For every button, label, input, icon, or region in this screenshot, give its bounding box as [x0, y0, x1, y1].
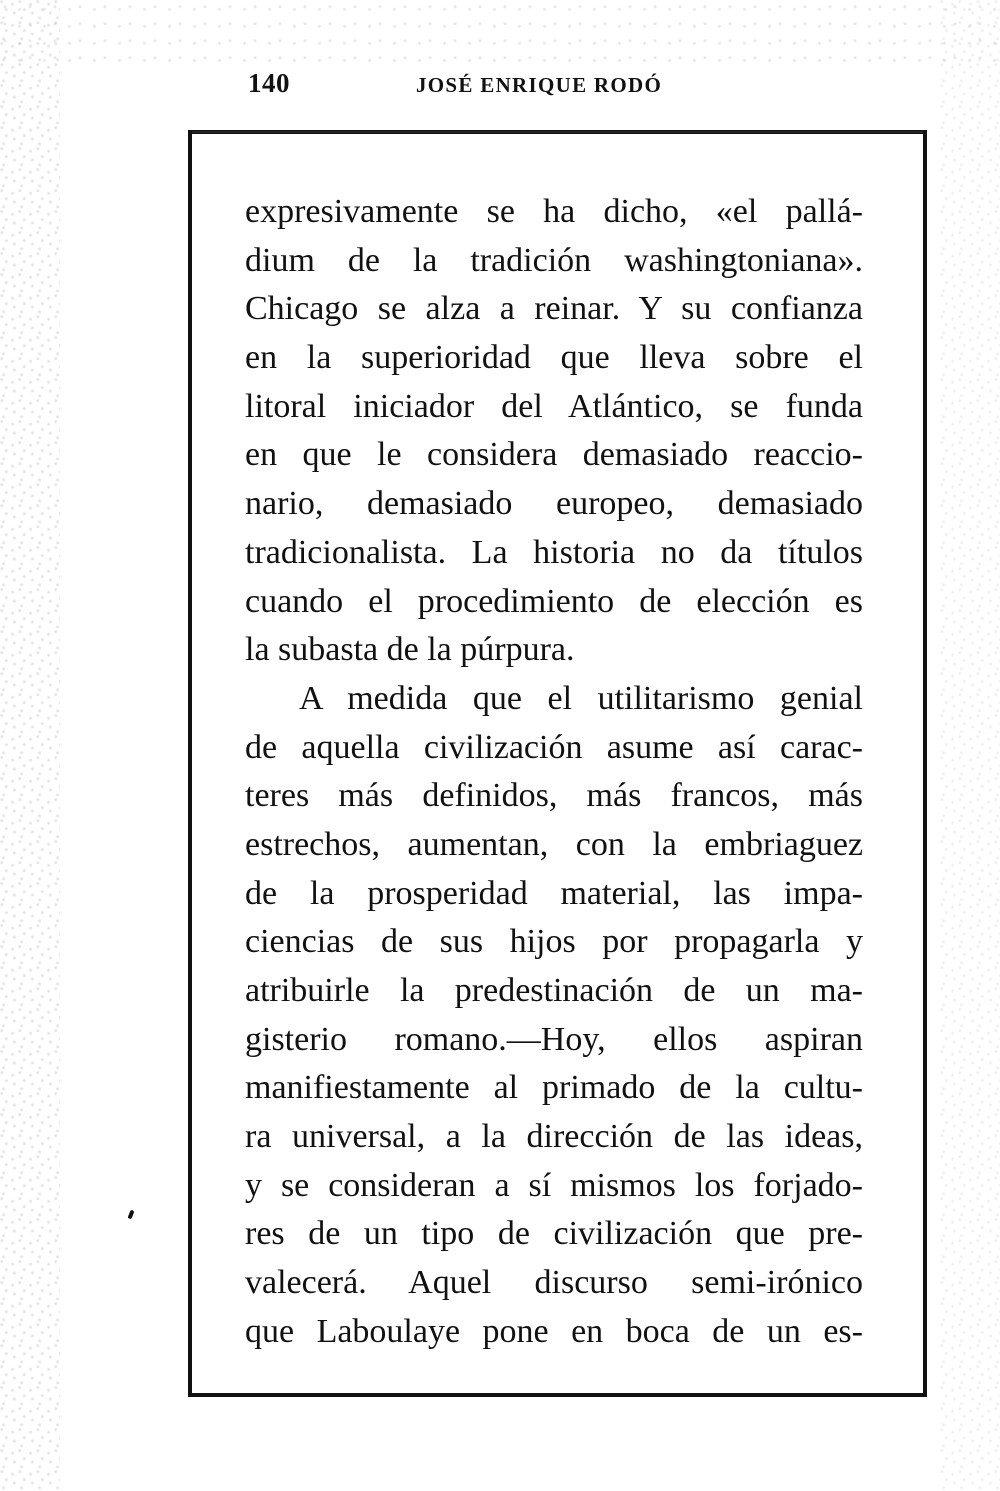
- text-line: ciencias de sus hijos por propagarla y: [245, 923, 863, 961]
- running-head: JOSÉ ENRIQUE RODÓ: [416, 73, 663, 97]
- left-scan-noise: [0, 0, 60, 1491]
- margin-mark: [127, 1210, 134, 1220]
- text-line: litoral iniciador del Atlántico, se funda: [245, 387, 863, 425]
- text-line: Chicago se alza a reinar. Y su confianza: [245, 290, 863, 328]
- text-line: dium de la tradición washingtoniana».: [245, 241, 863, 279]
- text-line: teres más definidos, más francos, más: [245, 777, 863, 815]
- paragraph-end-line: la subasta de la púrpura.: [245, 631, 575, 669]
- text-line: que Laboulaye pone en boca de un es-: [245, 1312, 863, 1350]
- text-line: en la superioridad que lleva sobre el: [245, 339, 863, 377]
- text-line: de la prosperidad material, las impa-: [245, 874, 863, 912]
- body-text: [245, 188, 863, 1357]
- text-line: atribuirle la predestinación de un ma-: [245, 972, 863, 1009]
- text-line: ra universal, a la dirección de las ideas,: [245, 1118, 863, 1156]
- text-line: de aquella civilización asume así carac-: [245, 728, 863, 766]
- text-line: estrechos, aumentan, con la embriaguez: [245, 825, 863, 863]
- text-line: gisterio romano.—Hoy, ellos aspiran: [245, 1020, 863, 1058]
- text-line: expresivamente se ha dicho, «el pallá-: [245, 193, 863, 230]
- text-line: tradicionalista. La historia no da títulos: [245, 533, 863, 571]
- top-scan-noise: [0, 0, 1000, 65]
- text-line: manifiestamente al primado de la cultu-: [245, 1069, 863, 1107]
- page-number: 140: [248, 68, 290, 98]
- text-line: res de un tipo de civilización que pre-: [245, 1215, 863, 1253]
- text-line: cuando el procedimiento de elección es: [245, 582, 863, 620]
- text-line: en que le considera demasiado reaccio-: [245, 436, 863, 474]
- page-header: [248, 68, 708, 108]
- text-line: nario, demasiado europeo, demasiado: [245, 485, 863, 523]
- text-line: valecerá. Aquel discurso semi-irónico: [245, 1264, 863, 1302]
- right-scan-noise: [940, 0, 1000, 1491]
- paragraph-start-line: A medida que el utilitarismo genial: [299, 679, 863, 717]
- text-line: y se consideran a sí mismos los forjado-: [245, 1166, 863, 1204]
